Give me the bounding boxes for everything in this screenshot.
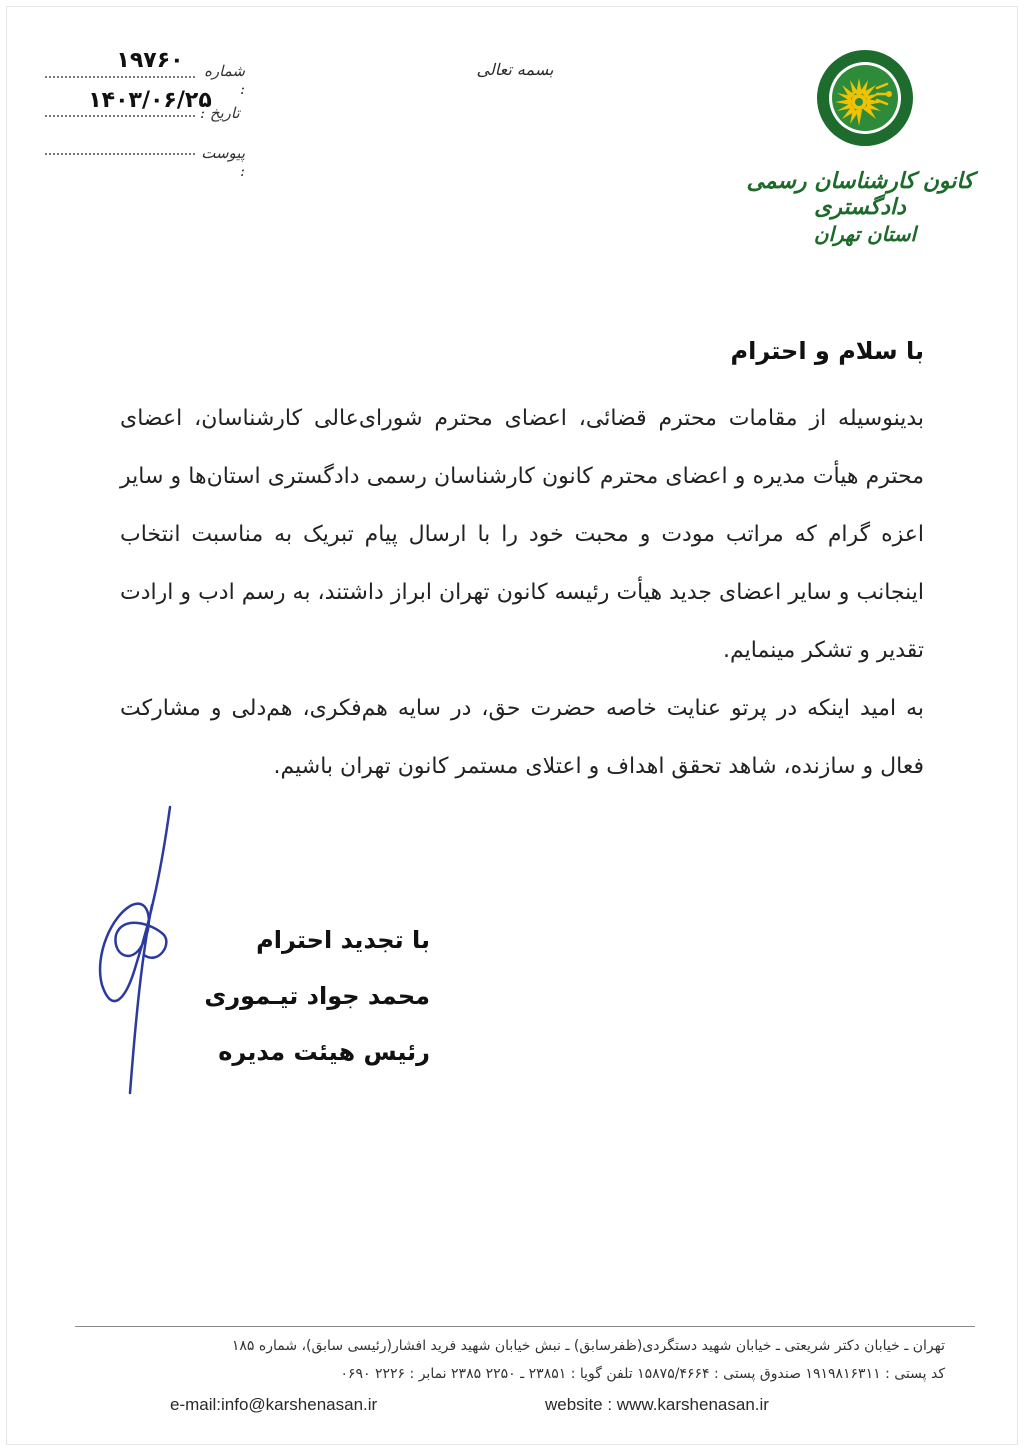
letter-body <box>120 390 924 796</box>
letter-meta <box>45 40 245 180</box>
attachment-label: پیوست : <box>201 144 245 180</box>
paragraph-1: بدینوسیله از مقامات محترم قضائی، اعضای محترم شورای‌عالی کارشناسان، اعضای محترم هیأت مدیره و اعضای محترم کانون کارشناسان رسمی دادگستری استان‌ها و سایر اعزه گرام که مراتب مودت و محبت خود را با ارسال پیام تبریک به مناسبت انتخاب اینجانب و سایر اعضای جدید هیأت رئیسه کانون تهران ابراز داشتند، به رسم ادب و ارادت تقدیر و تشکر مینمایم. <box>120 406 924 663</box>
footer-divider <box>75 1326 975 1327</box>
bismillah: بسمه تعالی <box>476 60 554 79</box>
number-label: شماره : <box>204 62 245 98</box>
attachment-line <box>45 153 195 155</box>
signer-title: رئیس هیئت مدیره <box>218 1038 430 1066</box>
closing: با تجدید احترام <box>256 926 430 954</box>
signature-block <box>180 912 430 1080</box>
letter-number: ۱۹۷۶۰ <box>116 48 184 73</box>
organization-logo <box>815 48 915 148</box>
letter-date: ۱۴۰۳/۰۶/۲۵ <box>88 88 212 113</box>
footer-contacts: کد پستی : ۱۹۱۹۸۱۶۳۱۱ صندوق پستی : ۱۵۸۷۵/۴۶۶۴ تلفن گویا : ۲۳۸۵۱ ـ ۲۲۵۰ ۲۳۸۵ نمابر : ۲۲۲۶ ۰۶۹۰ <box>340 1366 945 1382</box>
footer-address: تهران ـ خیابان دکتر شریعتی ـ خیابان شهید دستگردی(ظفرسابق) ـ نبش خیابان شهید فرید افشار(رئیسی سابق)، شماره ۱۸۵ <box>231 1338 945 1354</box>
greeting: با سلام و احترام <box>730 337 924 365</box>
organization-name: کانون کارشناسان رسمی دادگستری <box>746 168 974 220</box>
footer-email[interactable]: e-mail:info@karshenasan.ir <box>170 1395 378 1414</box>
organization-branch: استان تهران <box>813 222 917 246</box>
handwritten-signature <box>92 805 192 1095</box>
sun-icon <box>835 78 883 126</box>
footer-web <box>75 1395 975 1419</box>
date-label: تاریخ : <box>200 104 240 122</box>
paragraph-2: به امید اینکه در پرتو عنایت خاصه حضرت حق، در سایه هم‌فکری، هم‌دلی و مشارکت فعال و سازنده، شاهد تحقق اهداف و اعتلای مستمر کانون تهران باشیم. <box>120 696 924 779</box>
footer-website[interactable]: website : www.karshenasan.ir <box>545 1395 769 1414</box>
signer-name: محمد جواد تیـموری <box>204 982 430 1010</box>
number-line <box>45 76 195 78</box>
date-line <box>45 115 195 117</box>
